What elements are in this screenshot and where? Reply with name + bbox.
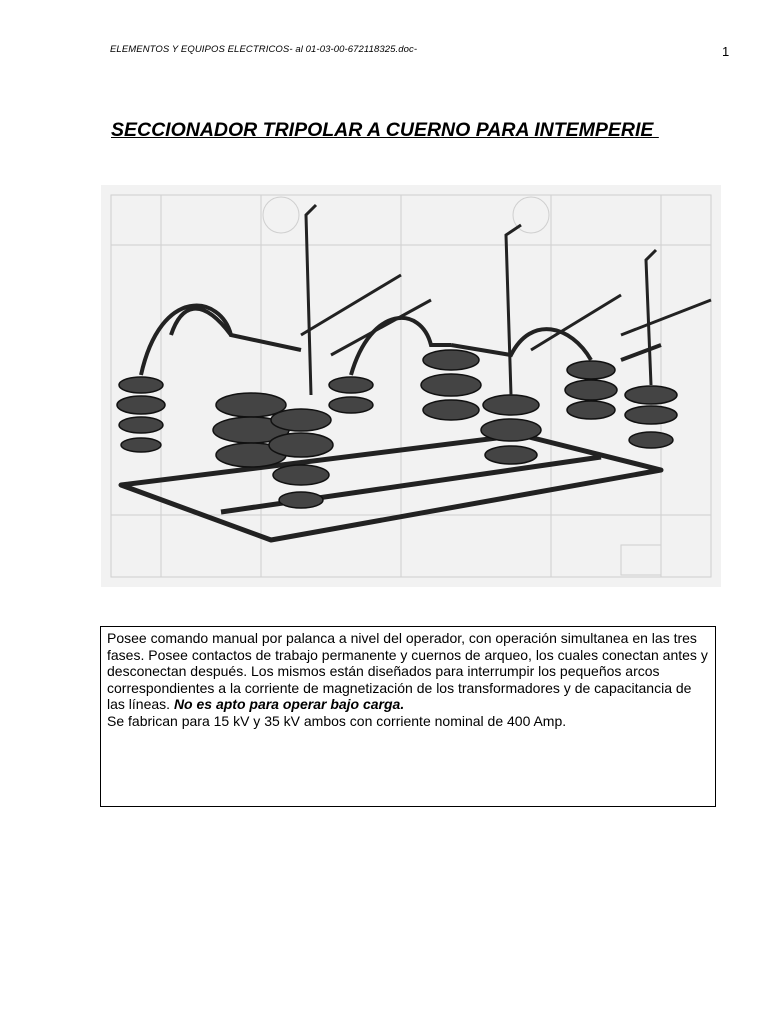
description-main-text: Posee comando manual por palanca a nivel del operador, con operación simultanea en las tres fases. Posee contactos de trabajo permanente y cuernos de arqueo, los cuales conectan antes y desconectan después. Los mismos están diseñados para interrumpir los pequeños arcos correspondientes a la corriente de magnetización de los transformadores y de capacitancia de las líneas. bbox=[107, 630, 708, 713]
disconnector-drawing-icon bbox=[101, 185, 721, 587]
specs-paragraph: Se fabrican para 15 kV y 35 kV ambos con corriente nominal de 400 Amp. bbox=[107, 712, 567, 729]
warning-note: No es apto para operar bajo carga. bbox=[173, 696, 405, 713]
disconnector-illustration bbox=[101, 185, 721, 587]
page-title: SECCIONADOR TRIPOLAR A CUERNO PARA INTEMPERIE bbox=[111, 119, 659, 141]
description-paragraph bbox=[107, 630, 709, 713]
description-box bbox=[100, 626, 716, 807]
document-header: ELEMENTOS Y EQUIPOS ELECTRICOS- al 01-03-00-672118325.doc- bbox=[110, 44, 418, 55]
page-number: 1 bbox=[722, 44, 730, 59]
